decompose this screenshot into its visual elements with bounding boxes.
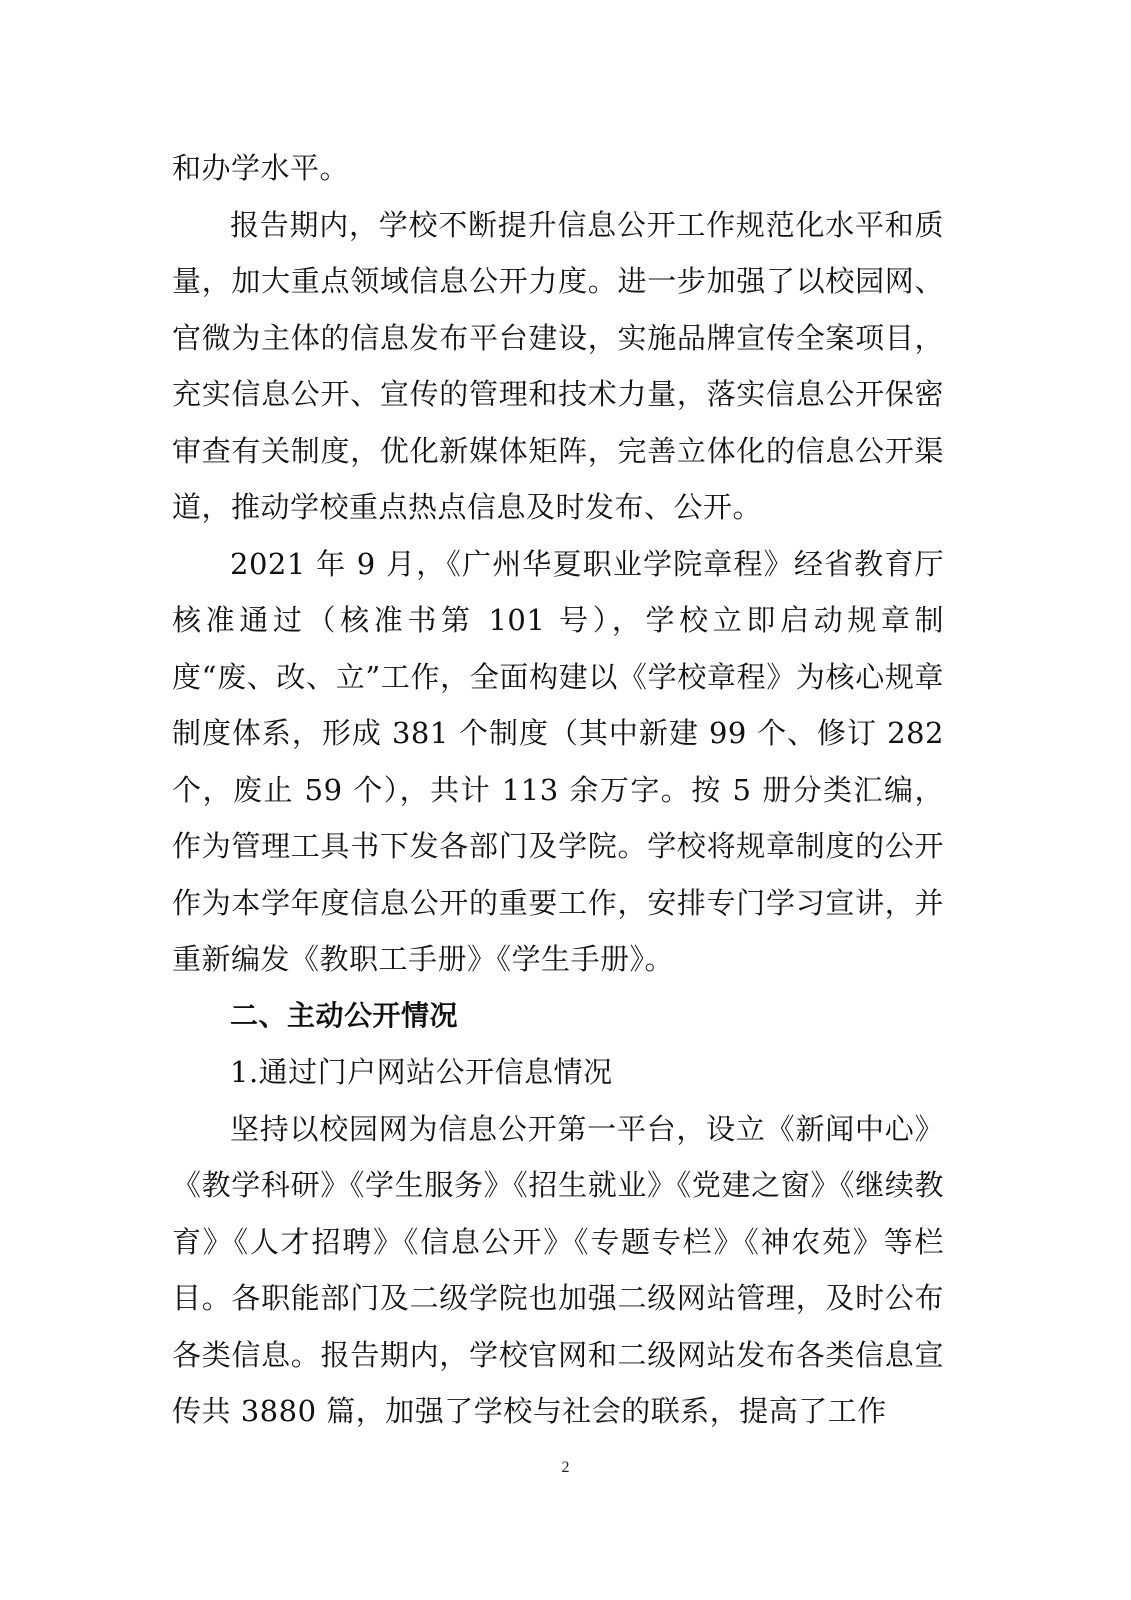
document-body <box>172 140 944 1440</box>
subsection-heading: 1.通过门户网站公开信息情况 <box>230 1055 613 1089</box>
paragraph-portal-website: 坚持以校园网为信息公开第一平台，设立《新闻中心》《教学科研》《学生服务》《招生就业》《党建之窗》《继续教育》《人才招聘》《信息公开》《专题专栏》《神农苑》等栏目。各职能部门及二级学院也加强二级网站管理，及时公布各类信息。报告期内，学校官网和二级网站发布各类信息宣传共 3880 篇，加强了学校与社会的联系，提高了工作 <box>172 1111 944 1428</box>
page-number: 2 <box>561 1459 570 1476</box>
paragraph-continuation: 和办学水平。 <box>172 151 350 185</box>
section-heading: 二、主动公开情况 <box>230 998 459 1032</box>
paragraph-charter: 2021 年 9 月，《广州华夏职业学院章程》经省教育厅核准通过（核准书第 101 号），学校立即启动规章制度“废、改、立”工作，全面构建以《学校章程》为核心规章制度体系，形成 381 个制度（其中新建 99 个、修订 282 个，废止 59 个），共计 113 余万字。按 5 册分类汇编，作为管理工具书下发各部门及学院。学校将规章制度的公开作为本学年度信息公开的重要工作，安排专门学习宣讲，并重新编发《教职工手册》《学生手册》。 <box>172 546 944 976</box>
paragraph-info-disclosure: 报告期内，学校不断提升信息公开工作规范化水平和质量，加大重点领域信息公开力度。进一步加强了以校园网、官微为主体的信息发布平台建设，实施品牌宣传全案项目，充实信息公开、宣传的管理和技术力量，落实信息公开保密审查有关制度，优化新媒体矩阵，完善立体化的信息公开渠道，推动学校重点热点信息及时发布、公开。 <box>172 207 944 524</box>
